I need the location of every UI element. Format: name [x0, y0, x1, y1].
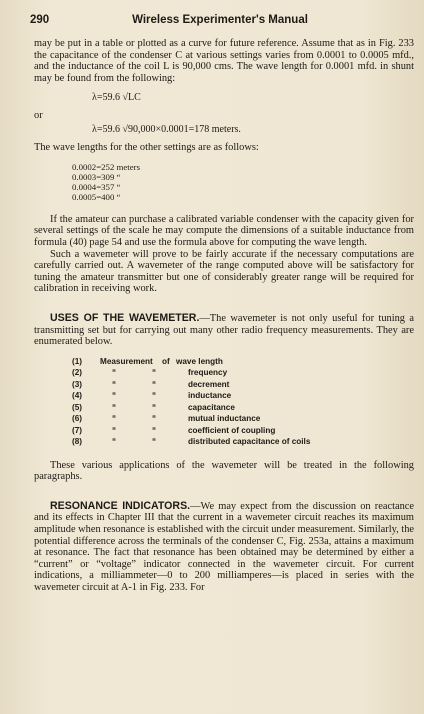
measurement-item: (7) “ “ coefficient of coupling — [72, 425, 276, 435]
measurement-item: (8) “ “ distributed capacitance of coils — [72, 437, 311, 447]
section-text-uses: —The wavemeter is not only useful for tuning a transmitting set but for carrying out many other radio frequency measurements. They are enumerated below. — [34, 312, 414, 348]
wavelength-table — [72, 162, 414, 202]
measurement-item: (1) Measurement of wave length — [72, 356, 223, 366]
running-title: Wireless Experimenter's Manual — [132, 14, 308, 26]
measurement-list — [72, 356, 414, 448]
wavelength-row: 0.0003=309 “ — [72, 171, 121, 182]
section-heading-uses: USES OF THE WAVEMETER. — [50, 311, 200, 324]
page-number: 290 — [30, 14, 50, 26]
measurement-item: (2) “ “ frequency — [72, 368, 228, 378]
measurement-item: (5) “ “ capacitance — [72, 402, 235, 412]
paragraph-accuracy: Such a wavemeter will prove to be fairly accurate if the necessary computations are carefully carried out. A wavemeter of the range computed above will be satisfactory for tuning the amateur transmitter but one of considerably greater range will be required for calibration in receiving work. — [34, 248, 414, 295]
formula-computed: λ=59.6 √90,000×0.0001=178 meters. — [92, 123, 241, 135]
or-label: or — [34, 109, 43, 121]
paragraph-applications: These various applications of the wavemeter will be treated in the following paragraphs. — [34, 459, 414, 483]
measurement-item: (4) “ “ inductance — [72, 391, 232, 401]
measurement-item: (3) “ “ decrement — [72, 379, 230, 389]
wavelength-row: 0.0002=252 meters — [72, 161, 140, 172]
page-body — [34, 38, 414, 594]
wavelength-row: 0.0004=357 “ — [72, 181, 121, 192]
measurement-item: (6) “ “ mutual inductance — [72, 414, 261, 424]
wavelength-row: 0.0005=400 “ — [72, 191, 121, 202]
paragraph-intro: may be put in a table or plotted as a curve for future reference. Assume that as in Fig. 233 the capacitance of the condenser C at various settings varies from 0.0001 to 0.0005 mfd., and the inductance of the coil L is 90,000 cms. The wave length for 0.0001 mfd. in shunt may be found from the following: — [34, 38, 414, 84]
paragraph-other-settings: The wave lengths for the other settings are as follows: — [34, 142, 259, 154]
section-text-resonance: —We may expect from the discussion on reactance and its effects in Chapter III that the current in a wavemeter circuit reaches its maximum amplitude when resonance is established with the circuit under measurement. Similarly, the potential difference across the terminals of the condenser C, Fig. 253a, attains a maximum at resonance. The fact that resonance has been obtained may be determined by either a “current” or “voltage” indicator connected in the wavemeter circuit. For current indications, a milliammeter—0 to 200 milliamperes—is placed in series with the wavemeter circuit at A-1 in Fig. 233. For — [34, 500, 415, 594]
section-uses — [34, 313, 414, 348]
paragraph-calibrated-condenser: If the amateur can purchase a calibrated variable condenser with the capacity given for several settings of the scale he may compute the dimensions of a suitable inductance from formula (40) page 54 and use the formula above for computing the wave length. — [34, 213, 414, 248]
section-resonance — [34, 501, 414, 594]
formula-wavelength: λ=59.6 √LC — [92, 92, 141, 104]
section-heading-resonance: RESONANCE INDICATORS. — [50, 499, 191, 512]
